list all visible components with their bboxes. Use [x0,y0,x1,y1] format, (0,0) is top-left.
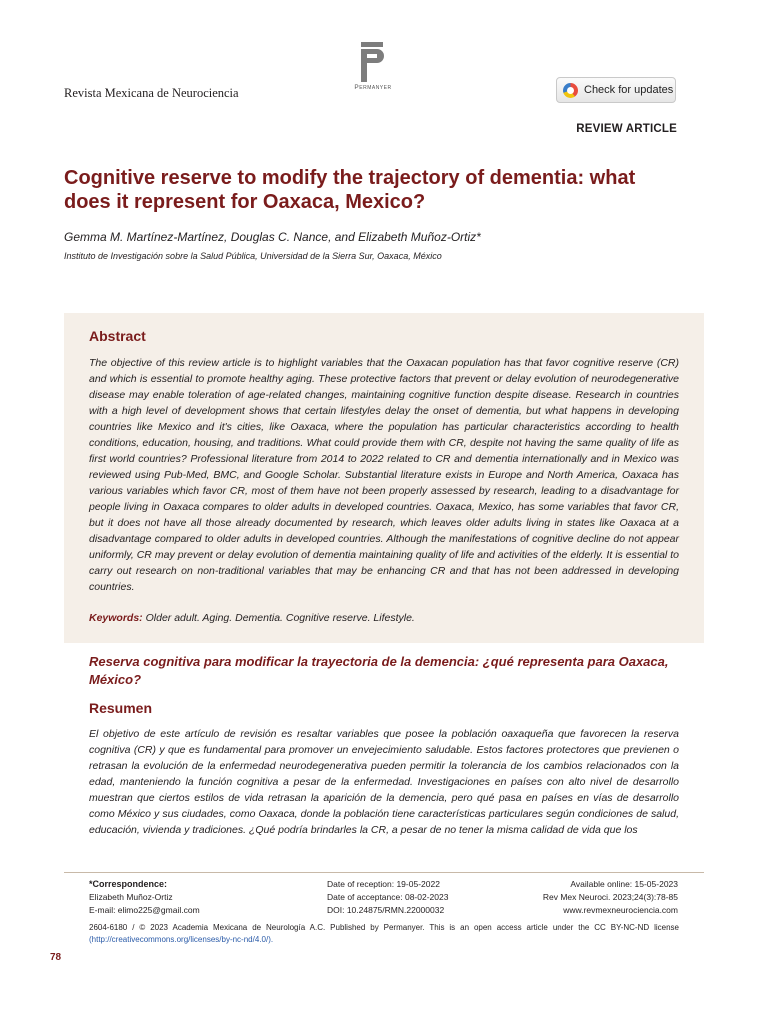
doi[interactable]: DOI: 10.24875/RMN.22000032 [327,905,445,915]
correspondence-label: *Correspondence: [89,879,168,889]
license-text [89,922,679,946]
correspondent-email[interactable]: E-mail: elimo225@gmail.com [89,905,200,915]
abstract-text: The objective of this review article is to highlight variables that the Oaxacan population has that favor cognitive reserve (CR) and which is essential to promote healthy aging. These protective factors that prevent or delay evolution of neurodegenerative disease may enable toleration of age-related changes, maintaining cognitive function despite disease. Research in countries with a high level of development shows that certain lifestyles delay the onset of dementia, but what happens in developing countries like Mexico and it's cities, like Oaxaca, where the population has particular characteristics according to health conditions, education, housing, and traditions. What could provide them with CR, despite not having the same quality of life as first world countries? Professional literature from 2014 to 2022 related to CR and dementia internationally and in Mexico was reviewed using Pub-Med, BMC, and Google Scholar. Substantial literature exists in Europe and North America, Oaxaca has various variables which favor CR, most of them have not been properly assessed by research, leading to a disadvantage for people living in Oaxaca compares to older adults in developed countries. Oaxaca, Mexico, has some variables that favor CR, but it does not have all those already documented by research, which leaves older adults living in states like Oaxaca at a disadvantage compared to older adults in developed countries. Although the manifestations of cognitive decline do not appear uniformly, CR may prevent or delay evolution of dementia maintaining quality of life and activities of the elderly. It is essential to carry out research on non-traditional variables that may be enhancing CR and that has not been addressed in developing countries. [89,357,679,593]
abstract-heading: Abstract [89,328,146,344]
article-authors: Gemma M. Martínez-Martínez, Douglas C. Nance, and Elizabeth Muñoz-Ortiz* [64,230,481,244]
resumen-heading: Resumen [89,700,153,716]
article-type: REVIEW ARTICLE [576,123,677,135]
crossmark-icon [563,83,578,98]
publisher-logo [352,42,394,91]
journal-name-suffix: Neurociencia [171,86,239,100]
resumen-text: El objetivo de este artículo de revisión es resaltar variables que posee la población oaxaqueña que favorecen la reserva cognitiva (CR) y que es fundamental para promover un envejecimiento saludable. Estos factores protectores que previenen o retrasan la evolución de la enfermedad neurodegenerativa pueden permitir la tolerancia de los cambios relacionados con la edad, manteniendo la función cognitiva a pesar de la enfermedad. Investigaciones en países con alto nivel de desarrollo muestran que ciertos estilos de vida retrasan la aparición de la demencia, pero qué pasa en países en vías de desarrollo como México y sus ciudades, como Oaxaca, donde la población tiene características particulares según condiciones de salud, educación, vivienda y tradiciones. ¿Qué podría brindarles la CR, a pesar de no tener la misma calidad de vida que los [89,728,679,836]
publisher-name: Permanyer [354,84,392,91]
check-for-updates-button[interactable] [556,77,676,103]
article-title: Cognitive reserve to modify the trajectory of dementia: what does it represent for Oaxaca, Mexico? [64,167,636,213]
acceptance-date: Date of acceptance: 08-02-2023 [327,892,449,902]
journal-website-link[interactable]: www.revmexneurociencia.com [563,905,678,915]
license-statement: 2604-6180 / © 2023 Academia Mexicana de Neurología A.C. Published by Permanyer. This is an open access article under the CC BY-NC-ND license [89,923,679,932]
footer-divider [64,872,704,873]
keywords-list: Older adult. Aging. Dementia. Cognitive reserve. Lifestyle. [145,612,415,624]
permanyer-logo-icon [359,42,387,82]
check-for-updates-label: Check for updates [584,84,674,96]
citation: Rev Mex Neuroci. 2023;24(3):78-85 [542,892,678,902]
reception-date: Date of reception: 19-05-2022 [327,879,440,889]
license-link[interactable]: (http://creativecommons.org/licenses/by-nc-nd/4.0/). [89,935,274,944]
dates-block [327,878,448,917]
keywords [89,612,415,624]
spanish-title: Reserva cognitiva para modificar la trayectoria de la demencia: ¿qué representa para Oaxaca, México? [89,654,669,687]
journal-name [64,86,239,101]
online-date: Available online: 15-05-2023 [570,879,678,889]
correspondence-block [89,878,200,917]
page-number: 78 [50,952,62,963]
publication-block [543,878,678,917]
author-affiliation: Instituto de Investigación sobre la Salud Pública, Universidad de la Sierra Sur, Oaxaca, México [64,251,442,261]
correspondent-name: Elizabeth Muñoz-Ortiz [89,892,173,902]
journal-name-prefix: Revista Mexicana de [64,86,172,100]
keywords-label: Keywords: [89,612,143,624]
